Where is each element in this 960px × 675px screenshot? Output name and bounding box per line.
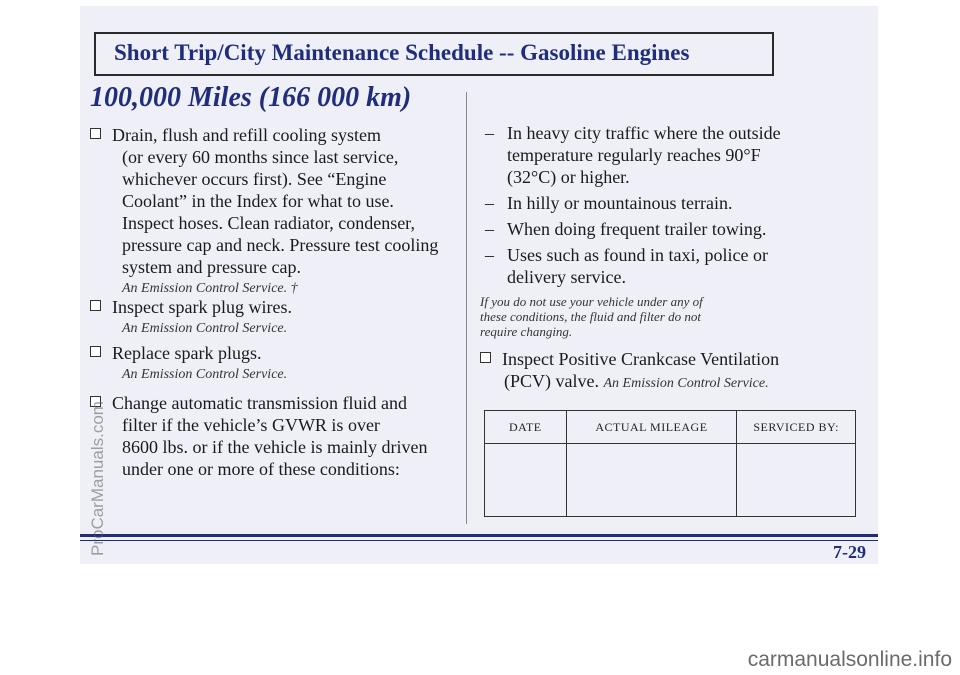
side-watermark: ProCarManuals.com xyxy=(88,401,107,556)
emission-note: An Emission Control Service. xyxy=(122,321,288,336)
footnote-line: require changing. xyxy=(480,324,573,339)
manual-page xyxy=(80,6,878,564)
mileage-cell[interactable] xyxy=(566,444,737,517)
item-line: under one or more of these conditions: xyxy=(122,459,400,479)
condition-item xyxy=(485,218,865,240)
col-header-actual-mileage: ACTUAL MILEAGE xyxy=(566,411,737,444)
table-header-row xyxy=(485,411,856,444)
emission-note: An Emission Control Service. xyxy=(122,367,288,382)
dash-bullet: – xyxy=(485,123,494,143)
checkbox-icon[interactable] xyxy=(90,300,101,311)
schedule-header-title: Short Trip/City Maintenance Schedule -- Gasoline Engines xyxy=(114,40,690,65)
item-line: Inspect hoses. Clean radiator, condenser, xyxy=(122,213,415,233)
footnote-line: these conditions, the fluid and filter do not xyxy=(480,309,701,324)
item-line: whichever occurs first). See “Engine xyxy=(122,169,387,189)
col-header-date: DATE xyxy=(485,411,567,444)
checkbox-icon[interactable] xyxy=(480,352,491,363)
bottom-watermark: carmanualsonline.info xyxy=(747,648,952,671)
table-row xyxy=(485,444,856,517)
footnote-line: If you do not use your vehicle under any of xyxy=(480,294,703,309)
dash-bullet: – xyxy=(485,245,494,265)
item-line: (PCV) valve. xyxy=(504,371,599,391)
item-line: Change automatic transmission fluid and xyxy=(112,393,407,413)
item-line: Replace spark plugs. xyxy=(112,343,262,363)
condition-item xyxy=(485,244,865,288)
footer-rule xyxy=(80,534,878,537)
conditions-footnote xyxy=(480,294,860,339)
condition-item xyxy=(485,122,865,188)
condition-line: Uses such as found in taxi, police or xyxy=(507,245,768,265)
checklist-item-pcv-valve xyxy=(480,348,870,395)
dash-bullet: – xyxy=(485,193,494,213)
checklist-item-cooling-system xyxy=(90,124,460,298)
item-line: Inspect spark plug wires. xyxy=(112,297,292,317)
footer-rule-thin xyxy=(80,540,878,541)
condition-line: delivery service. xyxy=(507,267,626,287)
condition-line: When doing frequent trailer towing. xyxy=(507,219,767,239)
condition-line: (32°C) or higher. xyxy=(507,167,630,187)
page-number: 7-29 xyxy=(833,542,866,562)
item-line: filter if the vehicle’s GVWR is over xyxy=(122,415,380,435)
checklist-item-spark-plugs xyxy=(90,342,460,384)
condition-line: In heavy city traffic where the outside xyxy=(507,123,781,143)
condition-line: In hilly or mountainous terrain. xyxy=(507,193,733,213)
item-line: Drain, flush and refill cooling system xyxy=(112,125,381,145)
condition-item xyxy=(485,192,865,214)
item-line: system and pressure cap. xyxy=(122,257,301,277)
checkbox-icon[interactable] xyxy=(90,346,101,357)
section-title: 100,000 Miles (166 000 km) xyxy=(90,82,412,113)
item-line: pressure cap and neck. Pressure test cooling xyxy=(122,235,439,255)
emission-note: An Emission Control Service. † xyxy=(122,281,298,296)
date-cell[interactable] xyxy=(485,444,567,517)
col-header-serviced-by: SERVICED BY: xyxy=(737,411,856,444)
checkbox-icon[interactable] xyxy=(90,128,101,139)
dash-bullet: – xyxy=(485,219,494,239)
item-line: Coolant” in the Index for what to use. xyxy=(122,191,394,211)
item-line: Inspect Positive Crankcase Ventilation xyxy=(502,349,780,369)
service-log-table xyxy=(484,410,856,517)
checklist-item-spark-plug-wires xyxy=(90,296,460,338)
emission-note: An Emission Control Service. xyxy=(603,376,769,391)
schedule-header-box xyxy=(94,32,774,76)
item-line: (or every 60 months since last service, xyxy=(122,147,399,167)
column-divider xyxy=(466,92,467,524)
serviced-by-cell[interactable] xyxy=(737,444,856,517)
condition-line: temperature regularly reaches 90°F xyxy=(507,145,761,165)
item-line: 8600 lbs. or if the vehicle is mainly driven xyxy=(122,437,428,457)
checklist-item-transmission-fluid xyxy=(90,392,460,480)
